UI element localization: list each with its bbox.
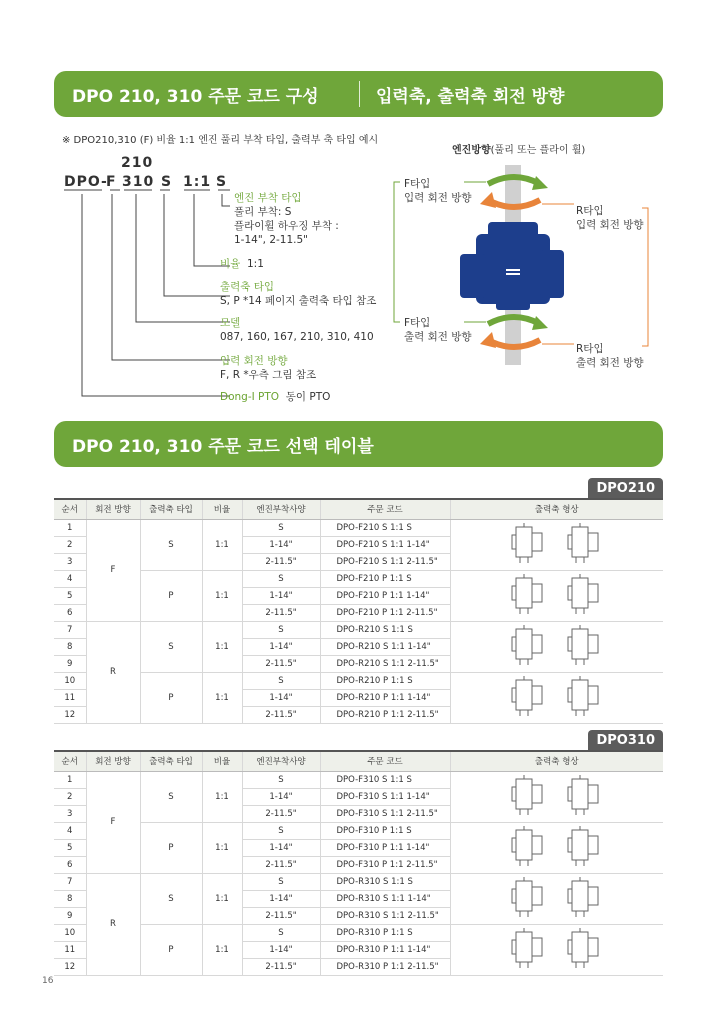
legend-rotation (220, 354, 316, 382)
column-header: 출력축 타입 (140, 499, 202, 519)
table-row (54, 771, 663, 788)
output-type-cell: S (140, 621, 202, 672)
column-header: 출력축 형상 (450, 751, 663, 771)
engine-spec-cell: 1-14" (242, 941, 320, 958)
code-rotation: F (106, 174, 117, 190)
output-shape-images (451, 875, 664, 922)
order-code-cell: DPO-R310 S 1:1 2-11.5" (320, 907, 450, 924)
shaft-drawing-icon (566, 623, 604, 670)
engine-spec-cell: 2-11.5" (242, 604, 320, 621)
order-code-cell: DPO-F310 S 1:1 2-11.5" (320, 805, 450, 822)
shaft-drawing-icon (510, 572, 548, 619)
shaft-drawing-icon (566, 824, 604, 871)
row-number: 12 (54, 958, 86, 975)
f-output-label (404, 316, 472, 344)
engine-spec-cell: S (242, 924, 320, 941)
column-header: 주문 코드 (320, 499, 450, 519)
column-header: 엔진부착사양 (242, 751, 320, 771)
engine-spec-cell: S (242, 672, 320, 689)
engine-spec-cell: 2-11.5" (242, 706, 320, 723)
column-header: 순서 (54, 499, 86, 519)
shaft-drawing-icon (566, 521, 604, 568)
order-code-cell: DPO-R210 S 1:1 2-11.5" (320, 655, 450, 672)
order-code-cell: DPO-F210 S 1:1 1-14" (320, 536, 450, 553)
output-shape-images (451, 674, 664, 721)
output-type-cell: S (140, 771, 202, 822)
column-header: 주문 코드 (320, 751, 450, 771)
ratio-cell: 1:1 (202, 822, 242, 873)
rotation-cell: F (86, 519, 140, 621)
row-number: 1 (54, 519, 86, 536)
shaft-drawing-icon (510, 674, 548, 721)
f-input-label (404, 177, 472, 205)
row-number: 9 (54, 907, 86, 924)
section-title-order-code: DPO 210, 310 주문 코드 구성 (72, 86, 319, 107)
engine-spec-cell: 1-14" (242, 788, 320, 805)
column-header: 회전 방향 (86, 751, 140, 771)
code-output-type: S (161, 174, 173, 190)
row-number: 3 (54, 805, 86, 822)
legend-rotation-title: 입력 회전 방향 (220, 355, 288, 367)
output-shape-cell (450, 771, 663, 822)
code-model-top: 210 (121, 155, 154, 171)
legend-engine-title: 엔진 부착 타입 (234, 192, 302, 204)
row-number: 1 (54, 771, 86, 788)
row-number: 2 (54, 536, 86, 553)
row-number: 2 (54, 788, 86, 805)
rotation-cell: R (86, 873, 140, 975)
ratio-cell: 1:1 (202, 621, 242, 672)
order-table-dpo210 (54, 498, 663, 724)
f-input-type: F타입 (404, 178, 431, 190)
ratio-cell: 1:1 (202, 873, 242, 924)
diagram-title (452, 141, 585, 156)
legend-maker-title: Dong-I PTO (220, 391, 280, 403)
order-code-cell: DPO-F310 S 1:1 S (320, 771, 450, 788)
column-header: 엔진부착사양 (242, 499, 320, 519)
legend-engine-flywheel: 플라이휠 하우징 부착 : (234, 220, 339, 232)
shaft-drawing-icon (566, 773, 604, 820)
column-header: 비율 (202, 499, 242, 519)
legend-model-value: 087, 160, 167, 210, 310, 410 (220, 331, 374, 343)
f-input-desc: 입력 회전 방향 (404, 192, 472, 204)
engine-spec-cell: S (242, 771, 320, 788)
order-code-cell: DPO-R210 S 1:1 S (320, 621, 450, 638)
engine-spec-cell: S (242, 570, 320, 587)
ratio-cell: 1:1 (202, 672, 242, 723)
output-shape-images (451, 572, 664, 619)
row-number: 10 (54, 924, 86, 941)
output-shape-cell (450, 924, 663, 975)
row-number: 11 (54, 941, 86, 958)
table-header-row (54, 499, 663, 519)
row-number: 8 (54, 890, 86, 907)
engine-spec-cell: 2-11.5" (242, 958, 320, 975)
order-code-cell: DPO-F310 P 1:1 S (320, 822, 450, 839)
table-row (54, 621, 663, 638)
legend-ratio (220, 257, 264, 271)
engine-spec-cell: 1-14" (242, 839, 320, 856)
output-shape-cell (450, 621, 663, 672)
code-prefix: DPO- (64, 174, 108, 190)
row-number: 7 (54, 873, 86, 890)
row-number: 9 (54, 655, 86, 672)
engine-spec-cell: 1-14" (242, 638, 320, 655)
legend-ratio-title: 비율 (220, 258, 241, 270)
output-type-cell: P (140, 570, 202, 621)
order-code-cell: DPO-F210 S 1:1 2-11.5" (320, 553, 450, 570)
order-code-cell: DPO-F210 P 1:1 1-14" (320, 587, 450, 604)
shaft-drawing-icon (566, 926, 604, 973)
column-header: 회전 방향 (86, 499, 140, 519)
shaft-drawing-icon (510, 875, 548, 922)
pto-housing (460, 222, 564, 310)
shaft-drawing-icon (566, 674, 604, 721)
output-shape-images (451, 773, 664, 820)
section-header-order-code (54, 71, 663, 117)
row-number: 5 (54, 587, 86, 604)
output-type-cell: S (140, 519, 202, 570)
row-number: 10 (54, 672, 86, 689)
engine-spec-cell: 2-11.5" (242, 655, 320, 672)
legend-rotation-value: F, R *우측 그림 참조 (220, 369, 317, 381)
order-code-cell: DPO-R310 P 1:1 S (320, 924, 450, 941)
engine-spec-cell: 2-11.5" (242, 553, 320, 570)
section-header-selection (54, 421, 663, 467)
order-code-cell: DPO-F210 P 1:1 2-11.5" (320, 604, 450, 621)
legend-output-value: S, P *14 페이지 출력축 타입 참조 (220, 295, 377, 307)
ratio-cell: 1:1 (202, 570, 242, 621)
column-header: 순서 (54, 751, 86, 771)
page-number: 16 (42, 976, 54, 986)
table-tag-dpo210: DPO210 (588, 478, 663, 499)
engine-spec-cell: S (242, 873, 320, 890)
row-number: 4 (54, 822, 86, 839)
legend-maker (220, 390, 330, 404)
f-output-type: F타입 (404, 317, 431, 329)
ratio-cell: 1:1 (202, 924, 242, 975)
output-shape-images (451, 824, 664, 871)
table-row (54, 570, 663, 587)
order-code-cell: DPO-R210 P 1:1 S (320, 672, 450, 689)
shaft-drawing-icon (566, 572, 604, 619)
order-code-cell: DPO-R310 S 1:1 S (320, 873, 450, 890)
engine-spec-cell: 2-11.5" (242, 856, 320, 873)
output-shape-images (451, 623, 664, 670)
engine-spec-cell: 1-14" (242, 689, 320, 706)
legend-maker-value: 동이 PTO (285, 391, 331, 403)
r-output-label (576, 342, 644, 370)
legend-engine-pulley: 풀리 부착: S (234, 206, 292, 218)
rotation-cell: F (86, 771, 140, 873)
table-tag-dpo310: DPO310 (588, 730, 663, 751)
order-code-cell: DPO-R210 P 1:1 2-11.5" (320, 706, 450, 723)
legend-engine (234, 191, 339, 247)
output-type-cell: P (140, 822, 202, 873)
order-code-cell: DPO-F210 P 1:1 S (320, 570, 450, 587)
row-number: 6 (54, 604, 86, 621)
code-ratio: 1:1 (183, 174, 212, 190)
engine-spec-cell: S (242, 621, 320, 638)
diagram-title-note: (풀리 또는 플라이 휠) (490, 145, 586, 156)
engine-spec-cell: S (242, 822, 320, 839)
legend-model-title: 모델 (220, 317, 241, 329)
diagram-title-bold: 엔진방향 (452, 145, 491, 156)
table-row (54, 924, 663, 941)
column-header: 비율 (202, 751, 242, 771)
column-header: 출력축 형상 (450, 499, 663, 519)
code-model: 310 (122, 174, 155, 190)
section-title-selection: DPO 210, 310 주문 코드 선택 테이블 (72, 436, 374, 457)
table-row (54, 822, 663, 839)
order-table-dpo310 (54, 750, 663, 976)
order-code-cell: DPO-F310 P 1:1 2-11.5" (320, 856, 450, 873)
column-header: 출력축 타입 (140, 751, 202, 771)
table-header-row (54, 751, 663, 771)
ratio-cell: 1:1 (202, 519, 242, 570)
output-type-cell: P (140, 924, 202, 975)
table-row (54, 873, 663, 890)
shaft-drawing-icon (510, 926, 548, 973)
rotation-cell: R (86, 621, 140, 723)
r-input-label (576, 204, 644, 232)
order-code-cell: DPO-R310 S 1:1 1-14" (320, 890, 450, 907)
row-number: 6 (54, 856, 86, 873)
engine-spec-cell: 1-14" (242, 587, 320, 604)
engine-spec-cell: 1-14" (242, 536, 320, 553)
engine-spec-cell: S (242, 519, 320, 536)
r-output-type: R타입 (576, 343, 604, 355)
order-code-cell: DPO-F310 S 1:1 1-14" (320, 788, 450, 805)
row-number: 7 (54, 621, 86, 638)
r-input-desc: 입력 회전 방향 (576, 219, 644, 231)
code-engine: S (216, 174, 228, 190)
row-number: 11 (54, 689, 86, 706)
r-input-type: R타입 (576, 205, 604, 217)
output-shape-cell (450, 873, 663, 924)
shaft-drawing-icon (510, 623, 548, 670)
table-row (54, 519, 663, 536)
shaft-drawing-icon (510, 824, 548, 871)
row-number: 5 (54, 839, 86, 856)
table-row (54, 672, 663, 689)
output-shape-cell (450, 672, 663, 723)
shaft-drawing-icon (510, 521, 548, 568)
row-number: 12 (54, 706, 86, 723)
output-shape-cell (450, 570, 663, 621)
ratio-cell: 1:1 (202, 771, 242, 822)
example-note: ※ DPO210,310 (F) 비율 1:1 엔진 풀리 부착 타입, 출력부 축 타입 예시 (62, 135, 379, 146)
shaft-drawing-icon (566, 875, 604, 922)
engine-spec-cell: 1-14" (242, 890, 320, 907)
engine-spec-cell: 2-11.5" (242, 805, 320, 822)
shaft-drawing-icon (510, 773, 548, 820)
header-divider (359, 81, 360, 107)
legend-output-title: 출력축 타입 (220, 281, 275, 293)
legend-engine-sizes: 1-14", 2-11.5" (234, 234, 309, 246)
row-number: 8 (54, 638, 86, 655)
f-output-desc: 출력 회전 방향 (404, 331, 472, 343)
legend-model (220, 316, 374, 344)
order-code-cell: DPO-R210 P 1:1 1-14" (320, 689, 450, 706)
order-code-cell: DPO-R210 S 1:1 1-14" (320, 638, 450, 655)
row-number: 3 (54, 553, 86, 570)
legend-output (220, 280, 376, 308)
output-shape-images (451, 521, 664, 568)
output-shape-cell (450, 822, 663, 873)
order-code-cell: DPO-F210 S 1:1 S (320, 519, 450, 536)
order-code-cell: DPO-R310 P 1:1 2-11.5" (320, 958, 450, 975)
output-type-cell: S (140, 873, 202, 924)
output-shape-images (451, 926, 664, 973)
output-type-cell: P (140, 672, 202, 723)
code-connector-lines (60, 186, 240, 406)
engine-spec-cell: 2-11.5" (242, 907, 320, 924)
order-code-cell: DPO-R310 P 1:1 1-14" (320, 941, 450, 958)
r-output-desc: 출력 회전 방향 (576, 357, 644, 369)
section-title-rotation: 입력축, 출력축 회전 방향 (376, 86, 565, 107)
output-shape-cell (450, 519, 663, 570)
row-number: 4 (54, 570, 86, 587)
legend-ratio-value: 1:1 (246, 258, 264, 270)
order-code-cell: DPO-F310 P 1:1 1-14" (320, 839, 450, 856)
